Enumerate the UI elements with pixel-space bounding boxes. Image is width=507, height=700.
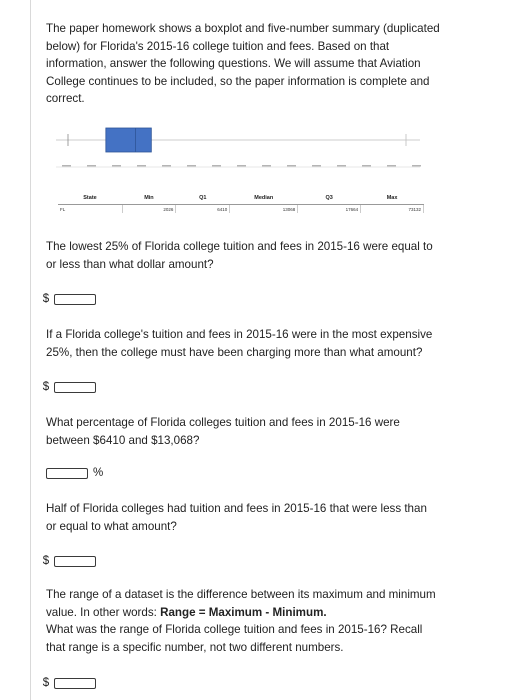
table-header-cell: State xyxy=(58,192,122,205)
question-1-input[interactable] xyxy=(54,294,96,305)
question-line: The lowest 25% of Florida college tuition and fees in 2015-16 were equal to xyxy=(46,240,433,253)
axis-tick xyxy=(237,165,246,167)
question-line: that range is a specific number, not two different numbers. xyxy=(46,640,344,654)
intro-paragraph xyxy=(46,20,491,108)
question-1-answer xyxy=(38,292,96,306)
table-header-cell: Median xyxy=(230,192,298,205)
five-number-summary-table xyxy=(58,192,424,213)
boxplot-box xyxy=(106,128,151,152)
question-2-answer xyxy=(38,380,96,394)
axis-tick xyxy=(87,165,96,167)
question-5-text xyxy=(46,586,491,656)
axis-tick xyxy=(187,165,196,167)
axis-tick xyxy=(387,165,396,167)
dollar-sign: $ xyxy=(42,677,50,689)
boxplot-figure xyxy=(52,116,424,224)
axis-tick xyxy=(337,165,346,167)
table-cell: 17664 xyxy=(298,205,361,214)
question-line: 25%, then the college must have been charging more than what amount? xyxy=(46,345,423,359)
axis-tick xyxy=(262,165,271,167)
range-formula: Range = Maximum - Minimum. xyxy=(160,605,327,619)
boxplot-chart xyxy=(52,116,424,176)
question-line: Half of Florida colleges had tuition and fees in 2015-16 that were less than xyxy=(46,502,427,515)
question-3-text xyxy=(46,414,491,449)
boxplot-axis-ticks xyxy=(62,165,421,167)
axis-tick xyxy=(112,165,121,167)
dollar-sign: $ xyxy=(42,293,50,305)
table-cell: 2026 xyxy=(122,205,176,214)
table-cell: 73132 xyxy=(361,205,424,214)
percent-sign: % xyxy=(93,467,104,479)
question-3-input[interactable] xyxy=(46,468,88,479)
intro-line: information, answer the following questions. We will assume that Aviation xyxy=(46,57,421,70)
axis-tick xyxy=(212,165,221,167)
dollar-sign: $ xyxy=(42,381,50,393)
intro-line: below) for Florida's 2015-16 college tuition and fees. Based on that xyxy=(46,39,390,53)
table-row xyxy=(58,205,424,214)
table-header-cell: Min xyxy=(122,192,176,205)
question-line: value. In other words: xyxy=(46,605,161,619)
table-cell: FL xyxy=(58,205,122,214)
axis-tick xyxy=(162,165,171,167)
question-line: or equal to what amount? xyxy=(46,519,177,533)
intro-line: correct. xyxy=(46,92,85,105)
table-header-cell: Q1 xyxy=(176,192,230,205)
question-3-answer xyxy=(46,466,103,480)
table-header-cell: Q3 xyxy=(298,192,361,205)
question-line: The range of a dataset is the difference between its maximum and minimum xyxy=(46,588,436,601)
question-line: or less than what dollar amount? xyxy=(46,257,214,271)
question-4-text xyxy=(46,500,491,535)
dollar-sign: $ xyxy=(42,555,50,567)
question-line: What was the range of Florida college tuition and fees in 2015-16? Recall xyxy=(46,623,423,636)
axis-tick xyxy=(62,165,71,167)
question-4-input[interactable] xyxy=(54,556,96,567)
axis-tick xyxy=(312,165,321,167)
axis-tick xyxy=(137,165,146,167)
table-cell: 13068 xyxy=(230,205,298,214)
question-line: between $6410 and $13,068? xyxy=(46,433,200,447)
table-header-row xyxy=(58,192,424,205)
question-line: What percentage of Florida colleges tuition and fees in 2015-16 were xyxy=(46,416,400,429)
table-cell: 6410 xyxy=(176,205,230,214)
question-5-answer xyxy=(38,676,96,690)
table-header-cell: Max xyxy=(361,192,424,205)
question-1-text xyxy=(46,238,491,273)
question-5-input[interactable] xyxy=(54,678,96,689)
axis-tick xyxy=(412,165,421,167)
question-4-answer xyxy=(38,554,96,568)
axis-tick xyxy=(287,165,296,167)
question-2-input[interactable] xyxy=(54,382,96,393)
question-2-text xyxy=(46,326,491,361)
intro-line: The paper homework shows a boxplot and five-number summary (duplicated xyxy=(46,22,440,35)
question-line: If a Florida college's tuition and fees in 2015-16 were in the most expensive xyxy=(46,328,433,341)
intro-line: College continues to be included, so the paper information is complete and xyxy=(46,74,430,88)
axis-tick xyxy=(362,165,371,167)
